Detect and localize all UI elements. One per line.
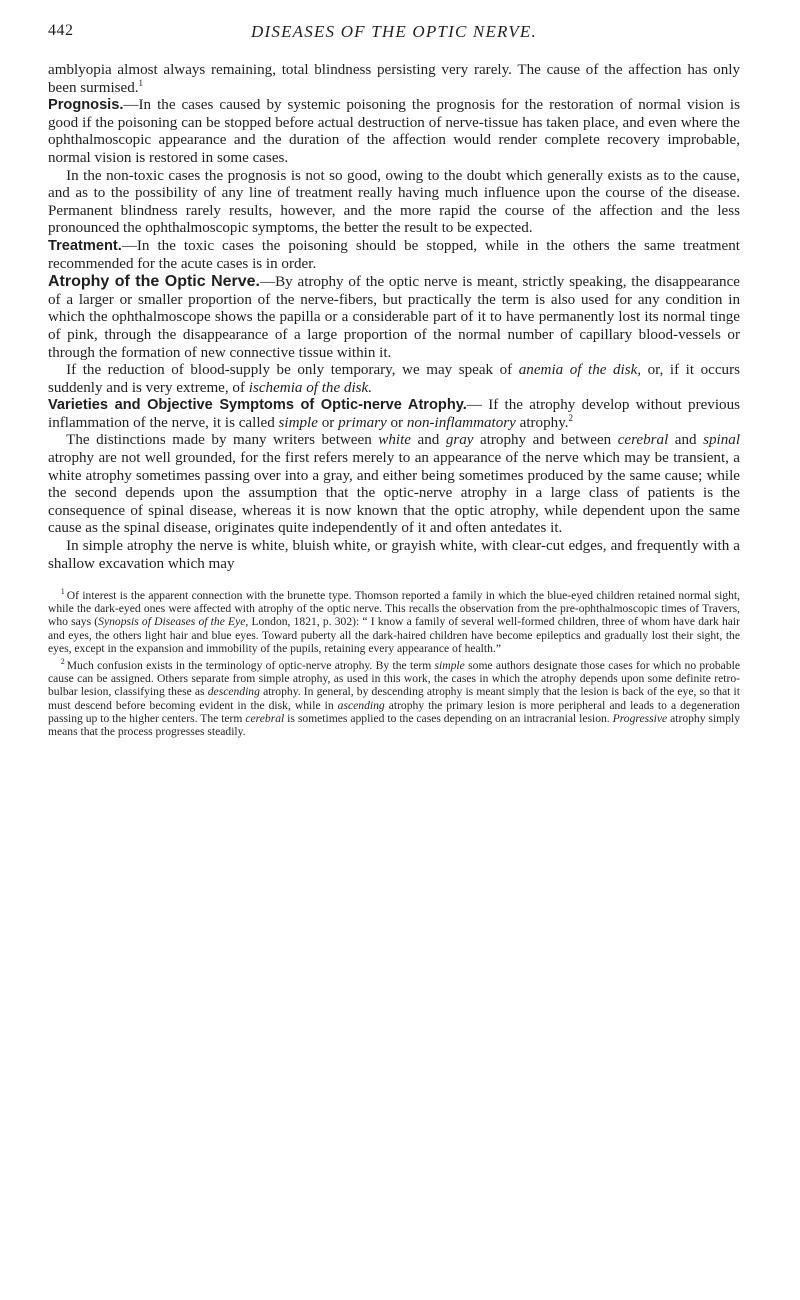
page-number: 442: [48, 22, 74, 39]
paragraph-atrophy: Atrophy of the Optic Nerve.—By atrophy of the optic nerve is meant, strictly speaking, the disappearance of a larger or smaller proportion of the nerve-fibers, but practically the term is also used for any condition in which the ophthalmoscope shows the papilla or a considerable part of it to have permanently lost its normal tinge of pink, through the disappearance of a large proportion of the normal number of capillary blood-vessels or through the formation of new connective tissue within it.: [48, 273, 740, 361]
footnote-1: $^1$ Of interest is the apparent connection with the brunette type. Thomson reported a family in which the blue-eyed children retained normal sight, while the dark-eyed ones were affected with atrophy of the optic nerve. This recalls the observation from the pre-ophthalmoscopic times of Travers, who says (Synopsis of Diseases of the Eye, London, 1821, p. 302): “ I know a family of several well-formed children, three of whom have dark hair and eyes, the others light hair and blue eyes. Toward puberty all the dark-haired children have become epileptics and gradually lost their sight, the eyes, except in the expansion and immobility of the pupils, retaining every appearance of health.”: [48, 587, 740, 655]
footnote-2: $^2$ Much confusion exists in the terminology of optic-nerve atrophy. By the term simple some authors designate those cases for which no probable cause can be assigned. Others separate from simple atrophy, as used in this work, the cases in which the atrophy depends upon some definite retro-bulbar lesion, classifying these as descending atrophy. In general, by descending atrophy is meant simply that the lesion is back of the eye, so that it must descend before becoming evident in the disk, while in ascending atrophy the primary lesion is more peripheral and leads to a degeneration passing up to the higher centers. The term cerebral is sometimes applied to the cases depending on an intracranial lesion. Progressive atrophy simply means that the process progresses steadily.: [48, 657, 741, 738]
footnote-ref: 1: [138, 77, 144, 88]
body-text: [48, 62, 740, 573]
section-heading-atrophy: Atrophy of the Optic Nerve.: [48, 273, 261, 291]
paragraph-distinctions: The distinctions made by many writers between white and gray atrophy and between cerebral and spinal atrophy are not well grounded, for the first refers merely to an appearance of the nerve which may be transient, a white atrophy sometimes passing over into a gray, and either being sometimes produced by the same cause; while the second depends upon the assumption that the optic-nerve atrophy in a large class of patients is the consequence of spinal disease, whereas it is now known that the optic atrophy, while dependent upon the same cause as the spinal disease, originates quite independently of it and often antedates it.: [48, 432, 741, 537]
paragraph-prognosis: Prognosis.—In the cases caused by systemic poisoning the prognosis for the restoration of normal vision is good if the poisoning can be stopped before actual destruction of nerve-tissue has taken place, and even where the ophthalmoscopic appearance and the duration of the affection would render complete recovery improbable, normal vision is restored in some cases.: [48, 97, 740, 166]
running-head: DISEASES OF THE OPTIC NERVE.: [251, 22, 537, 41]
paragraph-amblyopia: amblyopia almost always remaining, total blindness persisting very rarely. The cause of the affection has only been surmised.$^1$: [48, 62, 740, 96]
footnote-ref: 2: [568, 412, 574, 423]
footnote-mark: 2: [60, 657, 65, 667]
section-heading-varieties: Varieties and Objective Symptoms of Optic-nerve Atrophy.: [48, 397, 467, 414]
paragraph-treatment: Treatment.—In the toxic cases the poisoning should be stopped, while in the others the same treatment recommended for the acute cases is in order.: [48, 237, 740, 272]
paragraph-anemia: If the reduction of blood-supply be only temporary, we may speak of anemia of the disk, or, if it occurs suddenly and is very extreme, of ischemia of the disk.: [48, 362, 740, 396]
paragraph-simple-atrophy: In simple atrophy the nerve is white, bluish white, or grayish white, with clear-cut edges, and frequently with a shallow excavation which may: [48, 538, 740, 572]
footnote-mark: 1: [60, 587, 65, 597]
paragraph-non-toxic: In the non-toxic cases the prognosis is not so good, owing to the doubt which generally exists as to the cause, and as to the possibility of any line of treatment really having much influence upon the course of the disease. Permanent blindness rarely results, however, and the more rapid the course of the affection and the less pronounced the ophthalmoscopic symptoms, the better the result to be expected.: [48, 167, 740, 237]
page-header: [48, 22, 740, 62]
section-heading-treatment: Treatment.: [48, 237, 122, 254]
paragraph-varieties: Varieties and Objective Symptoms of Optic-nerve Atrophy.— If the atrophy develop without previous inflammation of the nerve, it is called simple or primary or non-inflammatory atrophy.$^2$: [48, 397, 740, 431]
section-heading-prognosis: Prognosis.: [48, 97, 124, 114]
footnotes: [48, 585, 740, 738]
